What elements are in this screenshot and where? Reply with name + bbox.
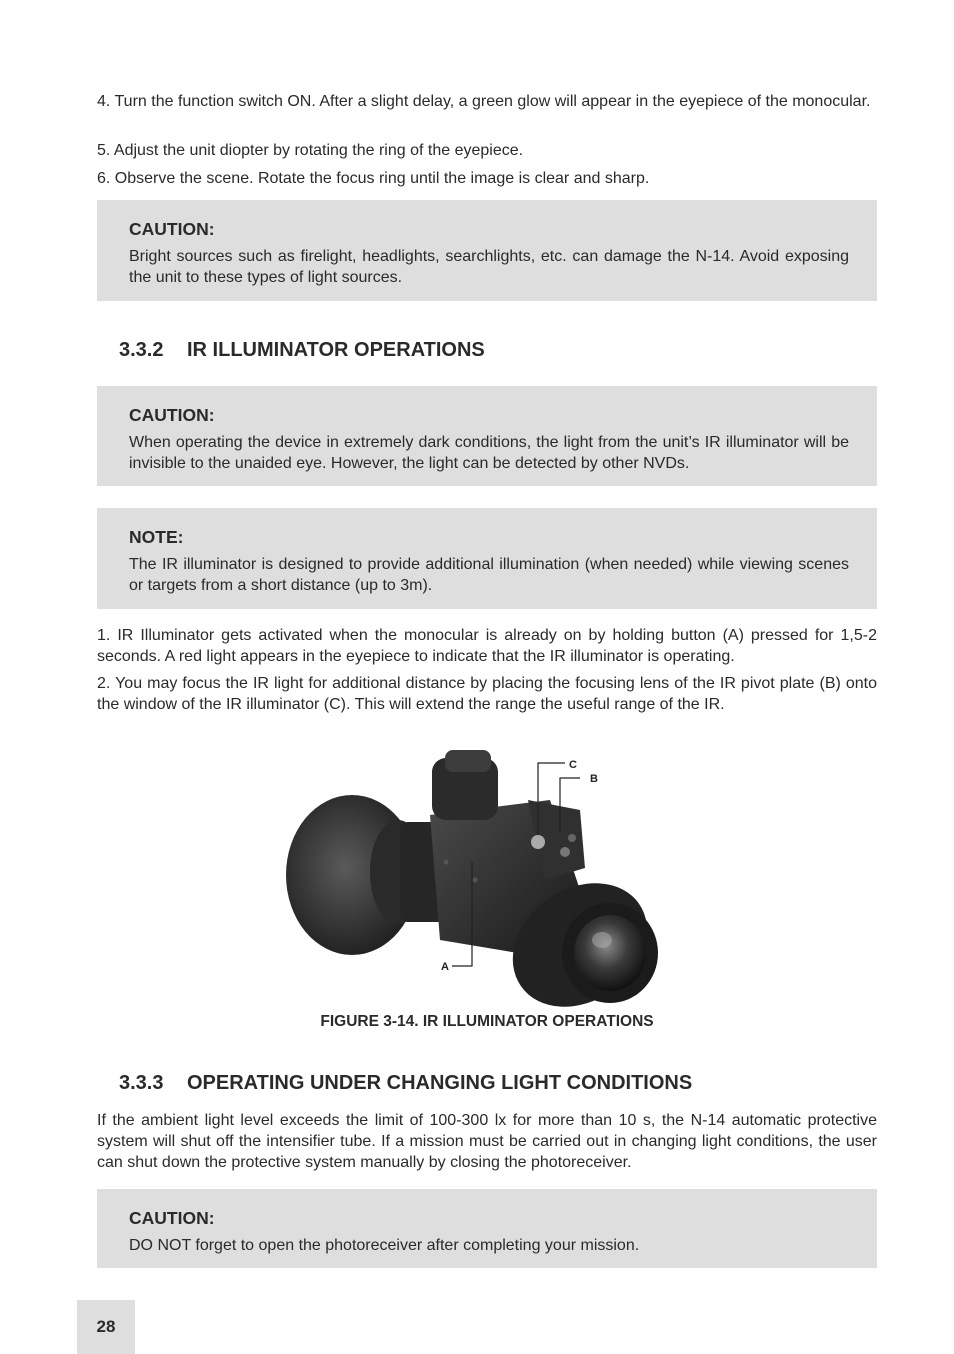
section-heading-3-3-2 [119, 338, 485, 362]
section-title: IR ILLUMINATOR OPERATIONS [187, 339, 485, 361]
note-text: The IR illuminator is designed to provide additional illumination (when needed) while viewing scenes or targets from a short distance (up to 3m). [129, 556, 849, 594]
caution-box-2 [97, 386, 877, 486]
step-4: 4. Turn the function switch ON. After a slight delay, a green glow will appear in the eyepiece of the monocular. [97, 93, 871, 110]
section-number: 3.3.3 [119, 1072, 164, 1094]
step-5: 5. Adjust the unit diopter by rotating the ring of the eyepiece. [97, 142, 524, 159]
ir-step-1: 1. IR Illuminator gets activated when the monocular is already on by holding button (A) pressed for 1,5-2 seconds. A red light appears in the eyepiece to indicate that the IR illuminator is operating. [97, 627, 877, 665]
caution-title: CAUTION: [129, 405, 215, 425]
figure-caption: FIGURE 3-14. IR ILLUMINATOR OPERATIONS [320, 1013, 654, 1030]
note-title: NOTE: [129, 527, 184, 547]
caution-title: CAUTION: [129, 219, 215, 239]
caution-text: DO NOT forget to open the photoreceiver after completing your mission. [129, 1237, 640, 1254]
label-c: C [569, 759, 577, 771]
caution-box-3 [97, 1189, 877, 1268]
step-6: 6. Observe the scene. Rotate the focus ring until the image is clear and sharp. [97, 170, 650, 187]
caution-title: CAUTION: [129, 1208, 215, 1228]
label-b: B [590, 773, 598, 785]
section-heading-3-3-3 [119, 1071, 692, 1095]
caution-box-1 [97, 200, 877, 301]
monocular-figure [280, 740, 680, 1010]
label-a: A [441, 961, 449, 973]
ir-step-2: 2. You may focus the IR light for additional distance by placing the focusing lens of the IR pivot plate (B) onto the window of the IR illuminator (C). This will extend the range the useful range of the IR. [97, 675, 877, 713]
section-number: 3.3.2 [119, 339, 164, 361]
section-title: OPERATING UNDER CHANGING LIGHT CONDITIONS [187, 1072, 693, 1094]
note-box [97, 508, 877, 609]
section-3-3-3-paragraph: If the ambient light level exceeds the limit of 100-300 lx for more than 10 s, the N-14 automatic protective system will shut off the intensifier tube. If a mission must be carried out in changing light conditions, the user can shut down the protective system manually by closing the photoreceiver. [97, 1112, 877, 1171]
caution-text: Bright sources such as firelight, headlights, searchlights, etc. can damage the N-14. Avoid exposing the unit to these types of light sources. [129, 248, 849, 286]
caution-text: When operating the device in extremely dark conditions, the light from the unit’s IR illuminator will be invisible to the unaided eye. However, the light can be detected by other NVDs. [129, 434, 849, 472]
page-number: 28 [77, 1300, 135, 1354]
monocular-illustration [286, 750, 671, 1010]
